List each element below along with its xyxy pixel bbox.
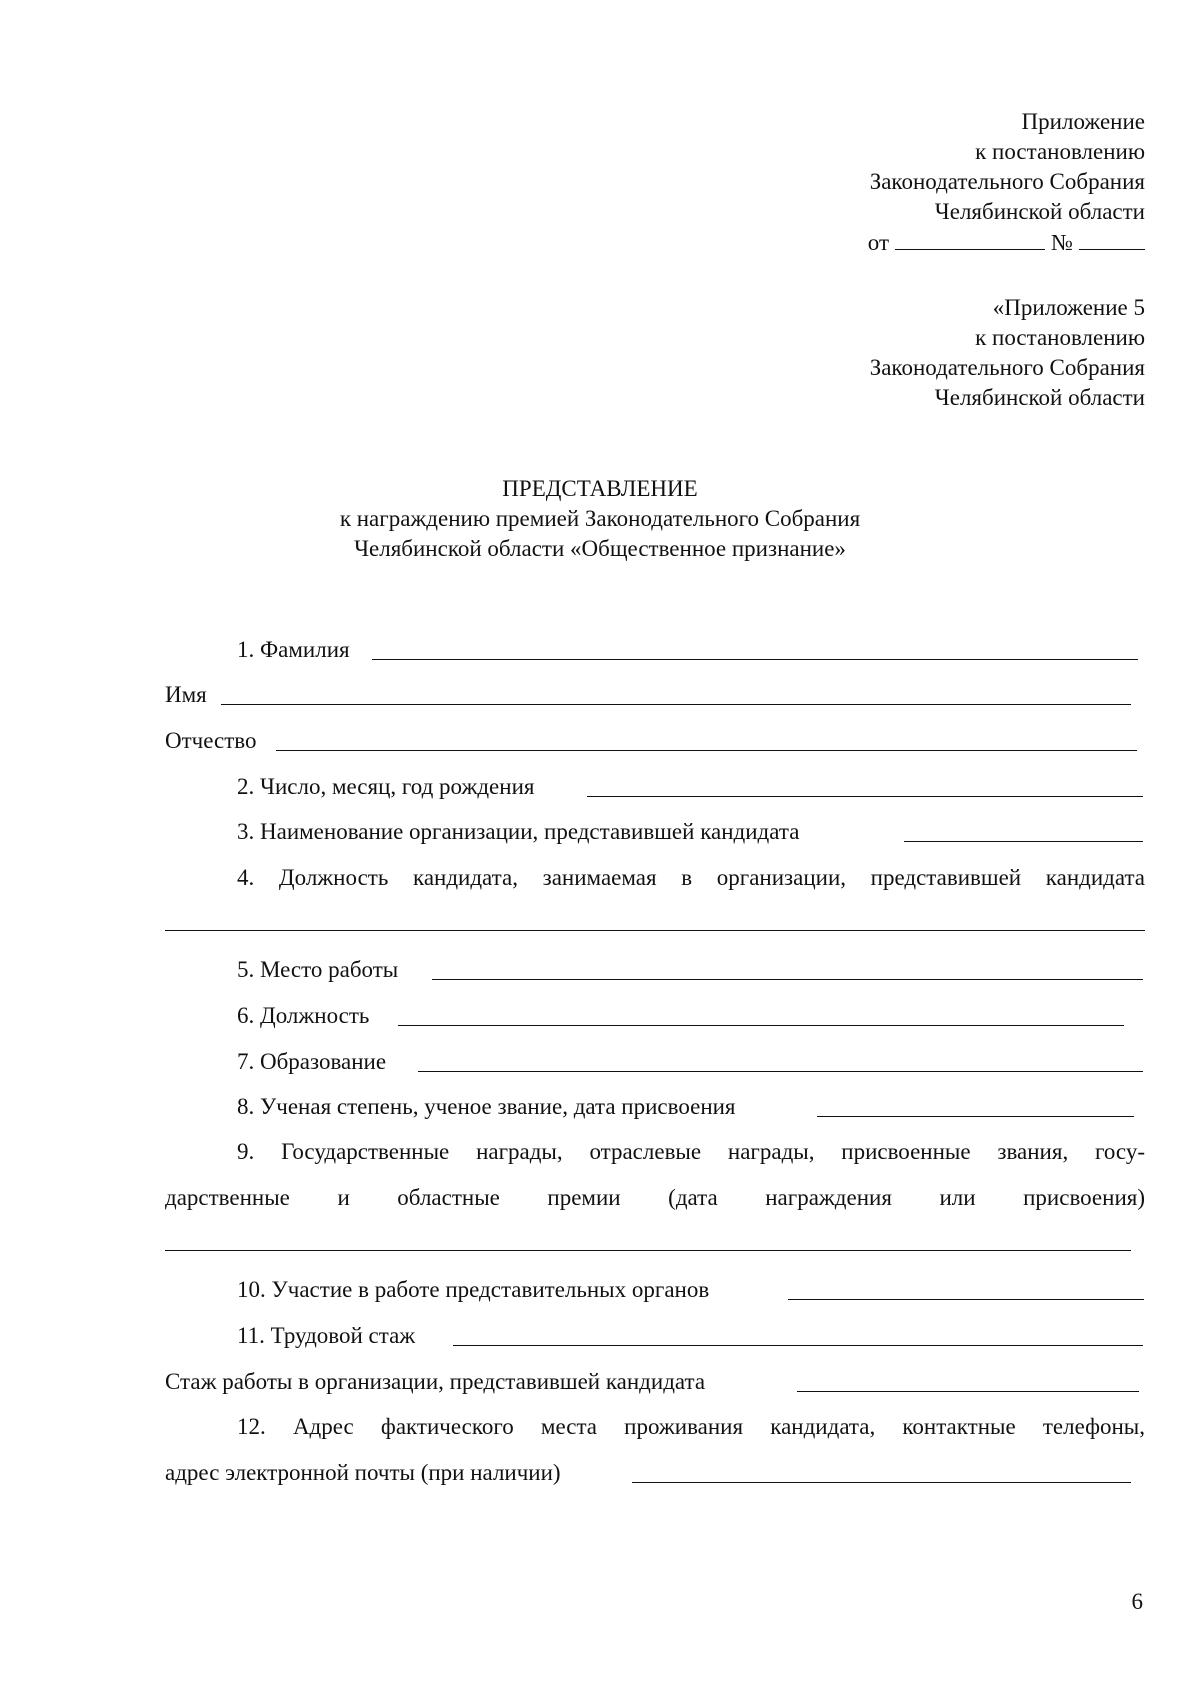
field-birthdate-label: 2. Число, месяц, год рождения	[237, 774, 535, 800]
field-candidate-position-input[interactable]	[165, 930, 1145, 931]
field-position	[0, 1000, 1200, 1030]
field-candidate-position	[0, 862, 1200, 892]
field-patronymic-input[interactable]	[276, 750, 1137, 751]
appendix-ref: к постановлению	[975, 139, 1145, 164]
field-education	[0, 1046, 1200, 1076]
field-awards-label-line1: 9. Государственные награды, отраслевые награды, присвоенные звания, госу-	[237, 1139, 1145, 1165]
field-org-experience-input[interactable]	[797, 1391, 1139, 1392]
field-position-label: 6. Должность	[237, 1003, 370, 1029]
field-address-label-line1: 12. Адрес фактического места проживания кандидата, контактные телефоны,	[237, 1414, 1145, 1440]
field-patronymic-label: Отчество	[165, 728, 257, 754]
title-sub2: Челябинской области «Общественное признание»	[354, 536, 846, 561]
number-blank	[1079, 227, 1145, 250]
appendix-header	[868, 107, 1145, 258]
field-address-label-line2: адрес электронной почты (при наличии)	[165, 1460, 561, 1486]
date-blank	[895, 227, 1045, 250]
document-title	[0, 474, 1200, 564]
field-representative	[0, 1274, 1200, 1304]
field-org-experience	[0, 1366, 1200, 1396]
field-awards-input[interactable]	[165, 1250, 1131, 1251]
field-experience-label: 11. Трудовой стаж	[237, 1323, 416, 1349]
field-organization-label: 3. Наименование организации, представившей кандидата	[237, 819, 800, 845]
field-organization-input[interactable]	[904, 841, 1143, 842]
appendix5-region: Челябинской области	[934, 385, 1145, 410]
field-awards	[0, 1136, 1200, 1166]
date-prefix: от	[867, 230, 890, 255]
field-workplace	[0, 954, 1200, 984]
field-patronymic	[0, 725, 1200, 755]
field-address	[0, 1411, 1200, 1441]
field-birthdate	[0, 771, 1200, 801]
field-degree-label: 8. Ученая степень, ученое звание, дата присвоения	[237, 1094, 736, 1120]
appendix5-title: «Приложение 5	[992, 295, 1145, 320]
field-workplace-input[interactable]	[432, 979, 1143, 980]
field-surname-input[interactable]	[372, 659, 1138, 660]
title-main: ПРЕДСТАВЛЕНИЕ	[502, 476, 698, 501]
field-education-input[interactable]	[418, 1071, 1143, 1072]
field-name	[0, 679, 1200, 709]
field-experience	[0, 1320, 1200, 1350]
number-sign: №	[1051, 230, 1073, 255]
field-org-experience-label: Стаж работы в организации, представившей кандидата	[165, 1369, 706, 1395]
appendix-body: Законодательного Собрания	[869, 169, 1145, 194]
field-name-label: Имя	[165, 682, 207, 708]
appendix5-body: Законодательного Собрания	[869, 355, 1145, 380]
appendix-region: Челябинской области	[934, 199, 1145, 224]
field-degree-input[interactable]	[817, 1116, 1134, 1117]
field-awards-line2	[0, 1182, 1200, 1212]
field-workplace-label: 5. Место работы	[237, 957, 399, 983]
appendix-date-number	[868, 227, 1145, 258]
field-representative-input[interactable]	[788, 1299, 1144, 1300]
appendix5-header	[870, 293, 1145, 413]
field-candidate-position-label: 4. Должность кандидата, занимаемая в организации, представившей кандидата	[237, 865, 1145, 891]
appendix-title: Приложение	[1021, 109, 1145, 134]
field-surname	[0, 634, 1200, 664]
field-position-input[interactable]	[398, 1025, 1124, 1026]
field-organization	[0, 816, 1200, 846]
page-number: 6	[1131, 1589, 1143, 1614]
field-address-line2	[0, 1457, 1200, 1487]
field-address-input[interactable]	[632, 1482, 1131, 1483]
appendix5-ref: к постановлению	[975, 325, 1145, 350]
field-representative-label: 10. Участие в работе представительных органов	[237, 1277, 710, 1303]
field-name-input[interactable]	[221, 704, 1131, 705]
field-experience-input[interactable]	[453, 1345, 1143, 1346]
field-surname-label: 1. Фамилия	[237, 637, 350, 663]
title-sub1: к награждению премией Законодательного Собрания	[339, 506, 861, 531]
field-degree	[0, 1091, 1200, 1121]
field-education-label: 7. Образование	[237, 1049, 387, 1075]
field-awards-label-line2: дарственные и областные премии (дата награждения или присвоения)	[165, 1185, 1145, 1211]
field-birthdate-input[interactable]	[587, 796, 1143, 797]
